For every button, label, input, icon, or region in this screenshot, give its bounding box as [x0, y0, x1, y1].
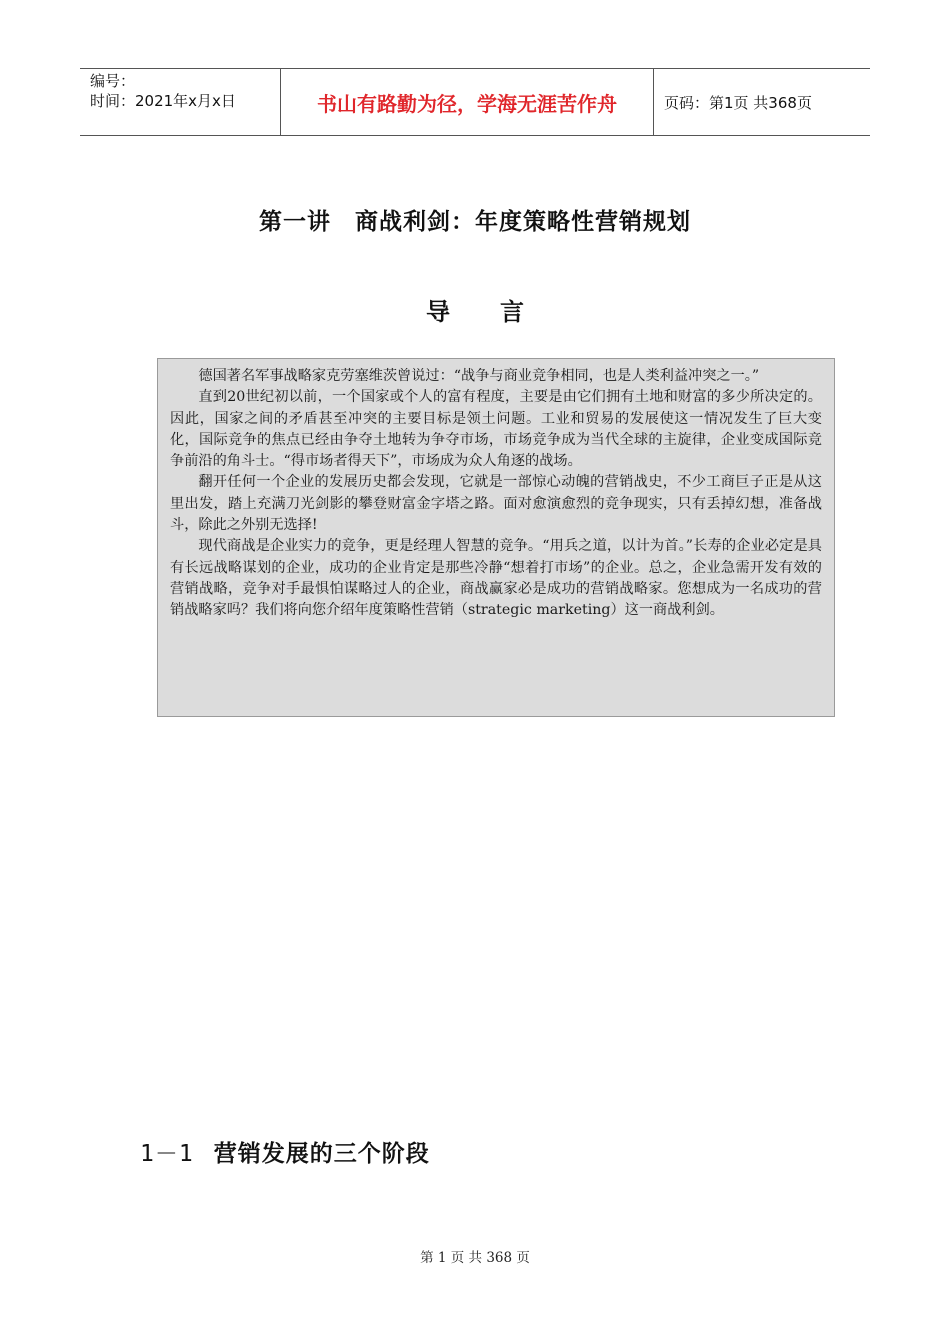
- header-page-info: 页码：第1页 共368页: [664, 93, 812, 112]
- number-label: 编号：: [90, 72, 136, 90]
- intro-paragraph: 直到20世纪初以前，一个国家或个人的富有程度，主要是由它们拥有土地和财富的多少所决定的。因此，国家之间的矛盾甚至冲突的主要目标是领土问题。工业和贸易的发展使这一情况发生了巨大变化，国际竞争的焦点已经由争夺土地转为争夺市场，市场竞争成为当代全球的主旋律，企业变成国际竞争前沿的角斗士。“得市场者得天下”，市场成为众人角逐的战场。: [170, 389, 822, 470]
- intro-paragraph: 翻开任何一个企业的发展历史都会发现，它就是一部惊心动魄的营销战史，不少工商巨子正是从这里出发，踏上充满刀光剑影的攀登财富金字塔之路。面对愈演愈烈的竞争现实，只有丢掉幻想，准备战斗，除此之外别无选择!: [170, 474, 822, 534]
- page-header: [80, 68, 870, 136]
- date-line: 时间：2021年x月x日: [90, 92, 236, 110]
- subheading-number: 1－1: [140, 1141, 194, 1167]
- subheading: [140, 1135, 430, 1168]
- intro-paragraph: 现代商战是企业实力的竞争，更是经理人智慧的竞争。“用兵之道，以计为首。”长寿的企业必定是具有长远战略谋划的企业，成功的企业肯定是那些冷静“想着打市场”的企业。总之，企业急需开发有效的营销战略，竞争对手最惧怕谋略过人的企业，商战赢家必是成功的营销战略家。您想成为一名成功的营销战略家吗？我们将向您介绍年度策略性营销（strategic marketing）这一商战利剑。: [170, 538, 822, 619]
- section-title: 导言: [426, 298, 574, 326]
- intro-paragraph: 德国著名军事战略家克劳塞维茨曾说过：“战争与商业竞争相同，也是人类利益冲突之一。”: [198, 368, 760, 384]
- intro-box: [157, 358, 835, 717]
- header-meta: [80, 69, 281, 135]
- header-motto: 书山有路勤为径，学海无涯苦作舟: [281, 69, 654, 135]
- lecture-title: 第一讲 商战利剑：年度策略性营销规划: [259, 209, 691, 235]
- page-footer: 第 1 页 共 368 页: [420, 1250, 530, 1266]
- subheading-text: 营销发展的三个阶段: [213, 1141, 430, 1167]
